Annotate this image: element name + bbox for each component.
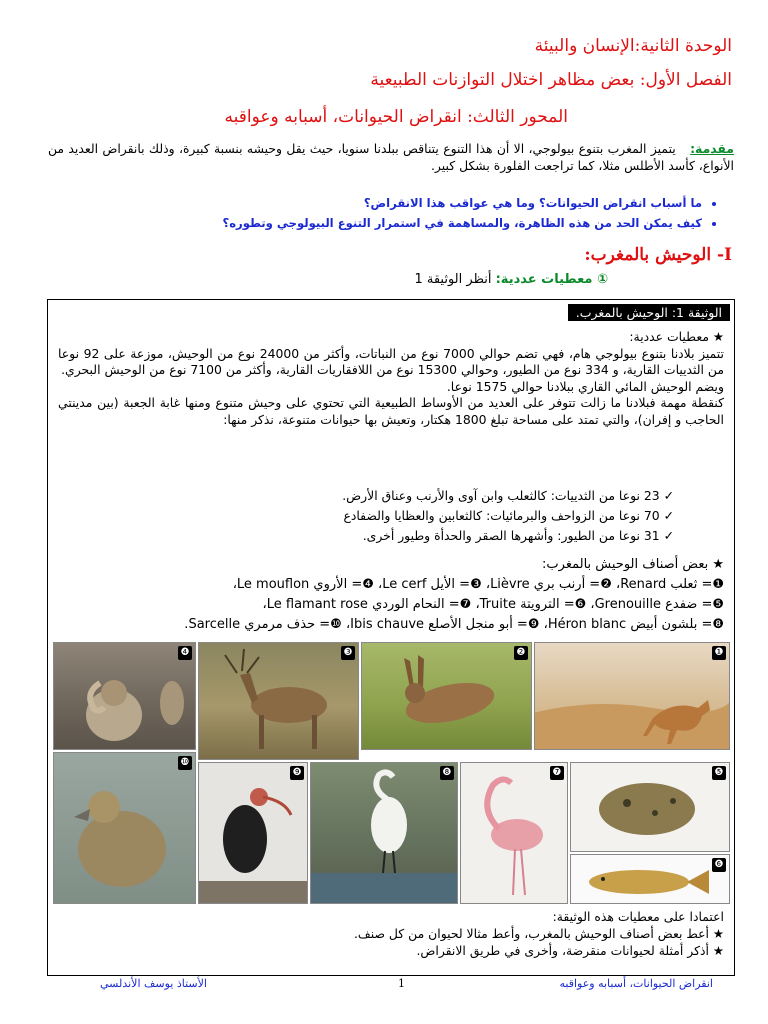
footer-topic: انقراض الحيوانات، أسبابه وعواقبه	[559, 977, 713, 990]
photo-number: ❽	[440, 766, 454, 780]
flamingo-illustration	[460, 763, 567, 904]
question-item: • كيف يمكن الحد من هذه الظاهرة، والمساهمة في استمرار التنوع البيولوجي وتطوره؟	[222, 213, 702, 233]
photo-number: ❹	[178, 646, 192, 660]
paragraph: كنقطة مهمة فبلادنا ما زالت تتوفر على العديد من الأوساط الطبيعية التي تحتوي على وحيش متنوع ومنها غابة الجعبة (بين مدينتي الحاجب و إفران)، والتي تمتد على مساحة تبلغ 1800 هكتار، وتعيش بها حيوانات متنوعة، نذكر منها:	[58, 395, 724, 427]
tasks-block	[58, 908, 724, 959]
example-item: ✓ 70 نوعا من الزواحف والبرمائيات: كالثعابين والعظايا والضفادع	[343, 508, 674, 523]
subsection-ref: أنظر الوثيقة 1	[414, 272, 492, 287]
photo-mouflon	[53, 642, 196, 750]
photo-heron	[310, 762, 458, 904]
class-line: ❺= ضفدع Grenouille، ❻= الترويتة Truite، ❼= النحام الوردي Le flamant rose،	[262, 597, 724, 612]
photo-toad	[570, 762, 730, 852]
trout-illustration	[570, 855, 729, 904]
subsection-heading	[414, 272, 608, 287]
photo-deer	[198, 642, 359, 760]
paragraph: ويضم الوحيش المائي القاري ببلادنا حوالي 1575 نوعا.	[446, 378, 724, 394]
introduction	[48, 140, 734, 174]
question-item: • ما أسباب انقراض الحيوانات؟ وما هي عواقب هذا الانقراض؟	[222, 193, 702, 213]
subsection-label: ① معطيات عددية:	[495, 272, 608, 287]
photo-number: ❾	[290, 766, 304, 780]
axis-title: المحور الثالث: انقراض الحيوانات، أسبابه وعواقبه	[224, 107, 568, 127]
question-list	[222, 193, 720, 233]
class-line: ❽= بلشون أبيض Héron blanc، ❾= أبو منجل الأصلع Ibis chauve، ❿= حذف مرمري Sarcelle.	[184, 617, 724, 632]
photo-number: ❻	[712, 858, 726, 872]
intro-label: مقدمة:	[690, 141, 734, 156]
paragraph: تتميز بلادنا بتنوع بيولوجي هام، فهي تضم حوالي 7000 نوع من النباتات، وأكثر من 24000 نوع من الوحيش، موزعة على 92 نوعا من الثدييات القارية، و 334 نوع من الطيور، وحوالي 15300 نوع من اللافقاريات القارية، وأكثر من 7100 نوع من الوحيش البحري.	[58, 345, 724, 377]
document-box	[47, 299, 735, 976]
toad-illustration	[570, 763, 729, 852]
example-item: ✓ 31 نوعا من الطيور: وأشهرها الصقر والحدأة وطيور أخرى.	[362, 528, 674, 543]
photo-number: ❸	[341, 646, 355, 660]
class-line: ❶= ثعلب Renard، ❷= أرنب بري Lièvre، ❸= الأيل Le cerf، ❹= الأروي Le mouflon،	[232, 577, 724, 592]
photo-number: ❿	[178, 756, 192, 770]
task-item: ★ أذكر أمثلة لحيوانات منقرضة، وأخرى في طريق الانقراض.	[416, 943, 724, 958]
photo-flamingo	[460, 762, 568, 904]
photo-fox	[534, 642, 730, 750]
example-item: ✓ 23 نوعا من الثدييات: كالثعلب وابن آوى والأرنب وعناق الأرض.	[342, 488, 674, 503]
photo-number: ❺	[712, 766, 726, 780]
section-title: I- الوحيش بالمغرب:	[584, 245, 732, 265]
chapter-title: الفصل الأول: بعض مظاهر اختلال التوازنات الطبيعية	[370, 70, 732, 90]
numeric-heading: ★ معطيات عددية:	[629, 329, 724, 344]
deer-illustration	[198, 643, 358, 760]
task-item: ★ أعط بعض أصناف الوحيش بالمغرب، وأعط مثالا لحيوان من كل صنف.	[353, 926, 724, 941]
fox-illustration	[534, 643, 729, 750]
hare-illustration	[361, 643, 531, 750]
numeric-data-block	[58, 329, 724, 428]
footer-author: الأستاذ يوسف الأندلسي	[100, 977, 207, 990]
ibis-illustration	[198, 763, 307, 904]
photo-ibis	[198, 762, 308, 904]
photo-number: ❶	[712, 646, 726, 660]
mouflon-illustration	[53, 643, 195, 750]
photo-hare	[361, 642, 532, 750]
page-number: 1	[398, 977, 405, 990]
photo-number: ❼	[550, 766, 564, 780]
classes-block	[58, 555, 724, 635]
intro-text: يتميز المغرب بتنوع بيولوجي، الا أن هذا التنوع يتناقص ببلدنا سنويا، حيث يقل وحيشه بنسبة كبيرة، وذلك بانقراض العديد من الأنواع، كأسد الأطلس مثلا، كما تراجعت الفلورة بشكل كبير.	[48, 141, 734, 173]
teal-illustration	[53, 753, 195, 904]
heron-illustration	[310, 763, 457, 904]
example-list	[342, 486, 674, 546]
photo-teal	[53, 752, 196, 904]
document-title: الوثيقة 1: الوحيش بالمغرب.	[568, 304, 730, 321]
tasks-heading: اعتمادا على معطيات هذه الوثيقة:	[552, 909, 724, 924]
photo-number: ❷	[514, 646, 528, 660]
classes-heading: ★ بعض أصناف الوحيش بالمغرب:	[542, 557, 724, 572]
photo-trout	[570, 854, 730, 904]
unit-title: الوحدة الثانية:الإنسان والبيئة	[534, 36, 732, 56]
